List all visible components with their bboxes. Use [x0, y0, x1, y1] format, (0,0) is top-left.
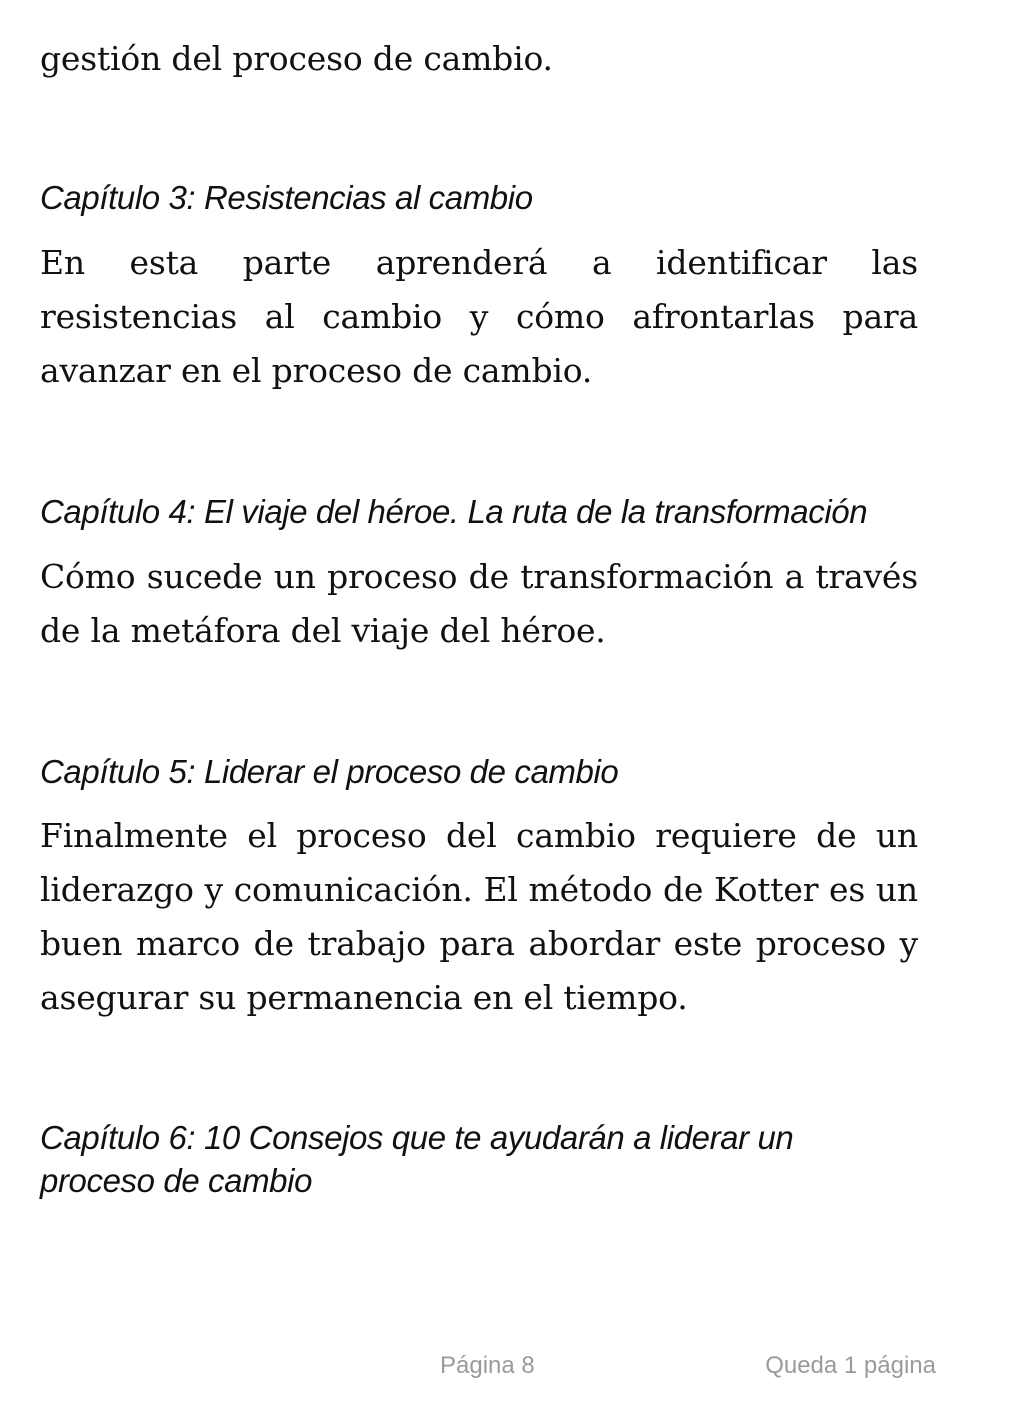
page-number-indicator: Página 8	[440, 1352, 535, 1379]
pages-remaining-indicator: Queda 1 página	[765, 1352, 936, 1379]
chapter-3-description: En esta parte aprenderá a identificar las resistencias al cambio y cómo afrontarlas para avanzar en el proceso de cambio.	[40, 243, 918, 390]
chapter-4-heading: Capítulo 4: El viaje del héroe. La ruta de la transformación	[40, 493, 868, 530]
chapter-5-description: Finalmente el proceso del cambio requiere de un liderazgo y comunicación. El método de Kotter es un buen marco de trabajo para abordar este proceso y asegurar su permanencia en el tiempo.	[40, 816, 918, 1017]
chapter-4-description: Cómo sucede un proceso de transformación a través de la metáfora del viaje del héroe.	[40, 557, 918, 650]
intro-paragraph-tail: gestión del proceso de cambio.	[40, 39, 553, 78]
chapter-5-heading: Capítulo 5: Liderar el proceso de cambio	[40, 753, 619, 790]
chapter-6-heading: Capítulo 6: 10 Consejos que te ayudarán a liderar un proceso de cambio	[40, 1119, 794, 1199]
chapter-3-heading: Capítulo 3: Resistencias al cambio	[40, 179, 533, 216]
